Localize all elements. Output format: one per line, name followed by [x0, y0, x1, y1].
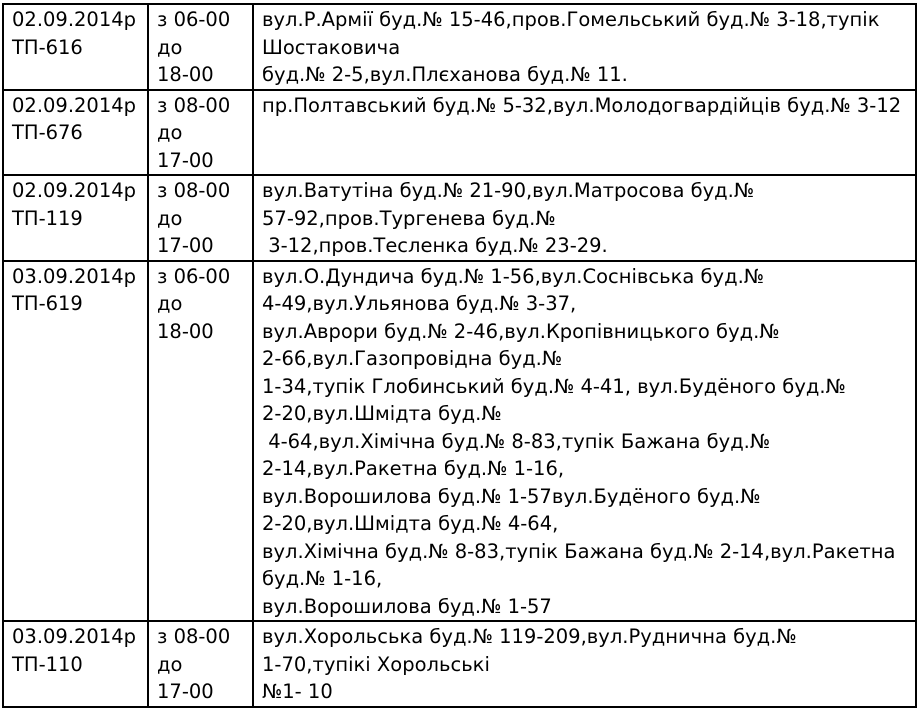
address-line: вул.Хорольська буд.№ 119-209,вул.Руднична буд.№ — [262, 625, 797, 648]
time-to: 17-00 — [157, 234, 214, 257]
address-line: 2-20,вул.Шмідта буд.№ — [262, 402, 502, 425]
address-line: вул.Хімічна буд.№ 8-83,тупік Бажана буд.№ 2-14,вул.Ракетна — [262, 539, 896, 563]
time-cell — [148, 621, 253, 707]
substation-id: ТП-676 — [12, 121, 83, 144]
address-line: 2-20,вул.Шмідта буд.№ 4-64, — [262, 512, 559, 535]
time-from: з 08-00 — [157, 625, 231, 648]
date-substation-cell — [3, 261, 148, 622]
time-to-word: до — [157, 206, 183, 230]
address-cell — [253, 621, 916, 707]
address-line: вул.Ворошилова буд.№ 1-57 — [262, 594, 552, 618]
address-line: вул.О.Дундича буд.№ 1-56,вул.Соснівська буд.№ — [262, 264, 765, 288]
time-from: з 06-00 — [157, 8, 231, 31]
address-line: 1-70,тупікі Хорольські — [262, 652, 490, 676]
table-row — [3, 621, 916, 707]
address-line: 3-12,пров.Тесленка буд.№ 23-29. — [262, 234, 608, 257]
address-line: вул.Ворошилова буд.№ 1-57вул.Будёного буд.№ — [262, 484, 761, 508]
time-to-word: до — [157, 121, 183, 144]
time-cell — [148, 90, 253, 176]
date-text: 02.09.2014р — [12, 8, 137, 31]
time-cell — [148, 261, 253, 622]
address-line: вул.Ватутіна буд.№ 21-90,вул.Матросова буд.№ — [262, 179, 755, 202]
address-line: буд.№ 2-5,вул.Плєханова буд.№ 11. — [262, 63, 628, 86]
date-text: 03.09.2014р — [12, 625, 137, 648]
address-line: пр.Полтавський буд.№ 5-32,вул.Молодогвардійців буд.№ 3-12 — [262, 93, 902, 117]
time-from: з 06-00 — [157, 264, 231, 288]
time-from: з 08-00 — [157, 179, 231, 202]
date-text: 02.09.2014р — [12, 93, 137, 117]
address-line: 57-92,пров.Тургенева буд.№ — [262, 206, 556, 230]
substation-id: ТП-110 — [12, 652, 83, 676]
address-line: вул.Аврори буд.№ 2-46,вул.Кропівницького буд.№ — [262, 319, 780, 343]
substation-id: ТП-616 — [12, 35, 83, 59]
schedule-body — [3, 4, 916, 707]
address-cell — [253, 90, 916, 176]
address-line: 2-14,вул.Ракетна буд.№ 1-16, — [262, 457, 565, 480]
address-line: 4-49,вул.Ульянова буд.№ 3-37, — [262, 292, 577, 315]
date-substation-cell — [3, 90, 148, 176]
address-cell — [253, 175, 916, 261]
outage-schedule-table — [2, 3, 917, 708]
address-line: №1- 10 — [262, 680, 333, 703]
date-text: 03.09.2014р — [12, 264, 137, 288]
time-to-word: до — [157, 35, 183, 59]
address-line: 2-66,вул.Газопровідна буд.№ — [262, 347, 563, 370]
address-cell — [253, 4, 916, 90]
date-substation-cell — [3, 621, 148, 707]
time-to: 17-00 — [157, 148, 214, 172]
time-to-word: до — [157, 292, 183, 315]
substation-id: ТП-119 — [12, 206, 83, 230]
date-substation-cell — [3, 4, 148, 90]
time-to-word: до — [157, 652, 183, 676]
address-line: буд.№ 1-16, — [262, 567, 383, 590]
substation-id: ТП-619 — [12, 292, 83, 315]
address-line: 1-34,тупік Глобинський буд.№ 4-41, вул.Будёного буд.№ — [262, 374, 846, 398]
address-cell — [253, 261, 916, 622]
time-from: з 08-00 — [157, 93, 231, 117]
time-cell — [148, 175, 253, 261]
time-to: 18-00 — [157, 319, 214, 343]
address-line: вул.Р.Армії буд.№ 15-46,пров.Гомельський буд.№ 3-18,тупік — [262, 8, 880, 31]
table-row — [3, 175, 916, 261]
time-to: 18-00 — [157, 63, 214, 86]
date-substation-cell — [3, 175, 148, 261]
address-line: Шостаковича — [262, 35, 401, 59]
time-cell — [148, 4, 253, 90]
time-to: 17-00 — [157, 680, 214, 703]
address-line: 4-64,вул.Хімічна буд.№ 8-83,тупік Бажана буд.№ — [262, 429, 771, 453]
table-row — [3, 261, 916, 622]
date-text: 02.09.2014р — [12, 179, 137, 202]
table-row — [3, 90, 916, 176]
table-row — [3, 4, 916, 90]
